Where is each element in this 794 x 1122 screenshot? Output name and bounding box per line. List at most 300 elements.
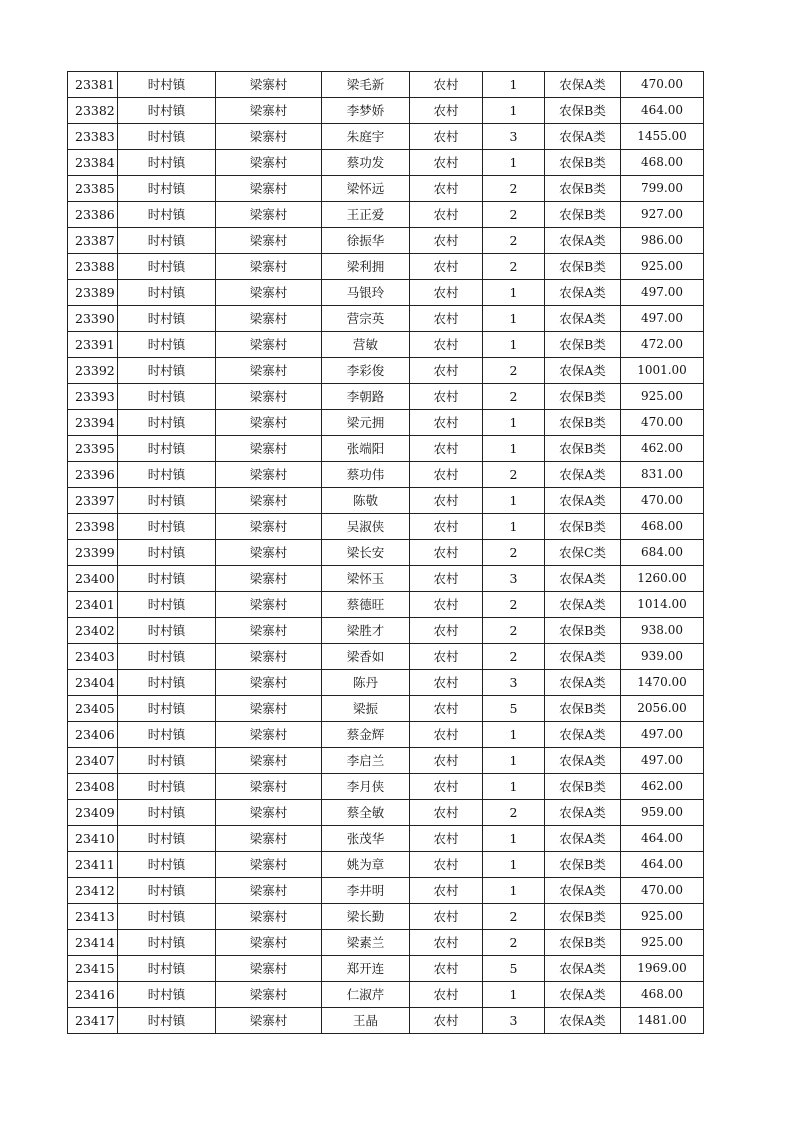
table-row xyxy=(68,904,704,930)
name-cell: 王正爱 xyxy=(322,202,410,228)
name-cell: 营敏 xyxy=(322,332,410,358)
insurance-category-cell: 农保B类 xyxy=(545,332,621,358)
household-size-cell: 1 xyxy=(483,748,545,774)
table-row xyxy=(68,566,704,592)
amount-cell: 925.00 xyxy=(621,904,704,930)
household-size-cell: 2 xyxy=(483,618,545,644)
record-id-cell: 23410 xyxy=(68,826,118,852)
amount-cell: 462.00 xyxy=(621,774,704,800)
insurance-category-cell: 农保A类 xyxy=(545,280,621,306)
insurance-category-cell: 农保B类 xyxy=(545,176,621,202)
town-cell: 时村镇 xyxy=(118,306,216,332)
record-id-cell: 23402 xyxy=(68,618,118,644)
insurance-category-cell: 农保B类 xyxy=(545,150,621,176)
record-id-cell: 23417 xyxy=(68,1008,118,1034)
household-size-cell: 1 xyxy=(483,332,545,358)
table-row xyxy=(68,748,704,774)
town-cell: 时村镇 xyxy=(118,358,216,384)
table-row xyxy=(68,696,704,722)
name-cell: 梁长勤 xyxy=(322,904,410,930)
town-cell: 时村镇 xyxy=(118,956,216,982)
table-row xyxy=(68,644,704,670)
household-size-cell: 1 xyxy=(483,150,545,176)
town-cell: 时村镇 xyxy=(118,566,216,592)
name-cell: 张端阳 xyxy=(322,436,410,462)
area-type-cell: 农村 xyxy=(410,462,483,488)
village-cell: 梁寨村 xyxy=(216,748,322,774)
name-cell: 李井明 xyxy=(322,878,410,904)
table-row xyxy=(68,176,704,202)
village-cell: 梁寨村 xyxy=(216,982,322,1008)
name-cell: 梁长安 xyxy=(322,540,410,566)
town-cell: 时村镇 xyxy=(118,332,216,358)
area-type-cell: 农村 xyxy=(410,904,483,930)
area-type-cell: 农村 xyxy=(410,124,483,150)
table-row xyxy=(68,670,704,696)
insurance-category-cell: 农保A类 xyxy=(545,670,621,696)
record-id-cell: 23393 xyxy=(68,384,118,410)
amount-cell: 925.00 xyxy=(621,254,704,280)
amount-cell: 1014.00 xyxy=(621,592,704,618)
insurance-category-cell: 农保B类 xyxy=(545,254,621,280)
table-row xyxy=(68,98,704,124)
village-cell: 梁寨村 xyxy=(216,566,322,592)
table-row xyxy=(68,280,704,306)
amount-cell: 470.00 xyxy=(621,488,704,514)
name-cell: 梁元拥 xyxy=(322,410,410,436)
table-row xyxy=(68,514,704,540)
village-cell: 梁寨村 xyxy=(216,488,322,514)
table-row xyxy=(68,124,704,150)
beneficiary-table xyxy=(67,71,704,1034)
record-id-cell: 23382 xyxy=(68,98,118,124)
record-id-cell: 23406 xyxy=(68,722,118,748)
insurance-category-cell: 农保B类 xyxy=(545,904,621,930)
table-row xyxy=(68,358,704,384)
village-cell: 梁寨村 xyxy=(216,202,322,228)
name-cell: 梁怀远 xyxy=(322,176,410,202)
record-id-cell: 23413 xyxy=(68,904,118,930)
insurance-category-cell: 农保A类 xyxy=(545,1008,621,1034)
table-row xyxy=(68,150,704,176)
table-row xyxy=(68,826,704,852)
amount-cell: 470.00 xyxy=(621,878,704,904)
village-cell: 梁寨村 xyxy=(216,878,322,904)
town-cell: 时村镇 xyxy=(118,1008,216,1034)
amount-cell: 497.00 xyxy=(621,280,704,306)
town-cell: 时村镇 xyxy=(118,176,216,202)
table-row xyxy=(68,540,704,566)
insurance-category-cell: 农保A类 xyxy=(545,228,621,254)
name-cell: 陈敬 xyxy=(322,488,410,514)
insurance-category-cell: 农保A类 xyxy=(545,358,621,384)
area-type-cell: 农村 xyxy=(410,1008,483,1034)
household-size-cell: 3 xyxy=(483,566,545,592)
record-id-cell: 23409 xyxy=(68,800,118,826)
name-cell: 姚为章 xyxy=(322,852,410,878)
area-type-cell: 农村 xyxy=(410,618,483,644)
amount-cell: 2056.00 xyxy=(621,696,704,722)
household-size-cell: 1 xyxy=(483,72,545,98)
amount-cell: 462.00 xyxy=(621,436,704,462)
insurance-category-cell: 农保A类 xyxy=(545,124,621,150)
area-type-cell: 农村 xyxy=(410,150,483,176)
area-type-cell: 农村 xyxy=(410,540,483,566)
record-id-cell: 23390 xyxy=(68,306,118,332)
household-size-cell: 1 xyxy=(483,306,545,332)
town-cell: 时村镇 xyxy=(118,150,216,176)
area-type-cell: 农村 xyxy=(410,514,483,540)
amount-cell: 468.00 xyxy=(621,150,704,176)
area-type-cell: 农村 xyxy=(410,280,483,306)
household-size-cell: 3 xyxy=(483,670,545,696)
name-cell: 蔡德旺 xyxy=(322,592,410,618)
village-cell: 梁寨村 xyxy=(216,384,322,410)
household-size-cell: 1 xyxy=(483,488,545,514)
amount-cell: 497.00 xyxy=(621,306,704,332)
record-id-cell: 23385 xyxy=(68,176,118,202)
household-size-cell: 2 xyxy=(483,930,545,956)
record-id-cell: 23391 xyxy=(68,332,118,358)
table-row xyxy=(68,462,704,488)
village-cell: 梁寨村 xyxy=(216,540,322,566)
amount-cell: 938.00 xyxy=(621,618,704,644)
name-cell: 郑开连 xyxy=(322,956,410,982)
table-row xyxy=(68,592,704,618)
table-row xyxy=(68,956,704,982)
name-cell: 蔡全敏 xyxy=(322,800,410,826)
name-cell: 蔡金辉 xyxy=(322,722,410,748)
village-cell: 梁寨村 xyxy=(216,72,322,98)
record-id-cell: 23398 xyxy=(68,514,118,540)
town-cell: 时村镇 xyxy=(118,384,216,410)
table-row xyxy=(68,384,704,410)
amount-cell: 464.00 xyxy=(621,852,704,878)
record-id-cell: 23401 xyxy=(68,592,118,618)
area-type-cell: 农村 xyxy=(410,254,483,280)
household-size-cell: 2 xyxy=(483,358,545,384)
name-cell: 梁振 xyxy=(322,696,410,722)
town-cell: 时村镇 xyxy=(118,618,216,644)
name-cell: 李月侠 xyxy=(322,774,410,800)
area-type-cell: 农村 xyxy=(410,982,483,1008)
area-type-cell: 农村 xyxy=(410,670,483,696)
area-type-cell: 农村 xyxy=(410,566,483,592)
amount-cell: 472.00 xyxy=(621,332,704,358)
table-row xyxy=(68,306,704,332)
amount-cell: 1969.00 xyxy=(621,956,704,982)
household-size-cell: 2 xyxy=(483,540,545,566)
table-row xyxy=(68,722,704,748)
town-cell: 时村镇 xyxy=(118,202,216,228)
record-id-cell: 23388 xyxy=(68,254,118,280)
village-cell: 梁寨村 xyxy=(216,332,322,358)
area-type-cell: 农村 xyxy=(410,878,483,904)
town-cell: 时村镇 xyxy=(118,670,216,696)
town-cell: 时村镇 xyxy=(118,644,216,670)
insurance-category-cell: 农保A类 xyxy=(545,566,621,592)
amount-cell: 1001.00 xyxy=(621,358,704,384)
town-cell: 时村镇 xyxy=(118,514,216,540)
name-cell: 蔡功发 xyxy=(322,150,410,176)
record-id-cell: 23412 xyxy=(68,878,118,904)
area-type-cell: 农村 xyxy=(410,384,483,410)
household-size-cell: 1 xyxy=(483,774,545,800)
amount-cell: 497.00 xyxy=(621,722,704,748)
household-size-cell: 2 xyxy=(483,202,545,228)
table-row xyxy=(68,800,704,826)
town-cell: 时村镇 xyxy=(118,826,216,852)
insurance-category-cell: 农保B类 xyxy=(545,514,621,540)
record-id-cell: 23381 xyxy=(68,72,118,98)
name-cell: 梁素兰 xyxy=(322,930,410,956)
area-type-cell: 农村 xyxy=(410,98,483,124)
name-cell: 张茂华 xyxy=(322,826,410,852)
amount-cell: 831.00 xyxy=(621,462,704,488)
area-type-cell: 农村 xyxy=(410,202,483,228)
area-type-cell: 农村 xyxy=(410,826,483,852)
village-cell: 梁寨村 xyxy=(216,124,322,150)
town-cell: 时村镇 xyxy=(118,72,216,98)
record-id-cell: 23403 xyxy=(68,644,118,670)
table-row xyxy=(68,202,704,228)
record-id-cell: 23399 xyxy=(68,540,118,566)
town-cell: 时村镇 xyxy=(118,462,216,488)
table-row xyxy=(68,436,704,462)
town-cell: 时村镇 xyxy=(118,800,216,826)
household-size-cell: 1 xyxy=(483,722,545,748)
village-cell: 梁寨村 xyxy=(216,98,322,124)
insurance-category-cell: 农保A类 xyxy=(545,462,621,488)
household-size-cell: 2 xyxy=(483,592,545,618)
area-type-cell: 农村 xyxy=(410,332,483,358)
household-size-cell: 2 xyxy=(483,254,545,280)
household-size-cell: 1 xyxy=(483,878,545,904)
insurance-category-cell: 农保B类 xyxy=(545,852,621,878)
name-cell: 徐振华 xyxy=(322,228,410,254)
table-row xyxy=(68,228,704,254)
area-type-cell: 农村 xyxy=(410,852,483,878)
area-type-cell: 农村 xyxy=(410,644,483,670)
name-cell: 梁毛新 xyxy=(322,72,410,98)
town-cell: 时村镇 xyxy=(118,852,216,878)
name-cell: 李朝路 xyxy=(322,384,410,410)
table-row xyxy=(68,254,704,280)
town-cell: 时村镇 xyxy=(118,410,216,436)
amount-cell: 1455.00 xyxy=(621,124,704,150)
area-type-cell: 农村 xyxy=(410,722,483,748)
village-cell: 梁寨村 xyxy=(216,228,322,254)
household-size-cell: 5 xyxy=(483,696,545,722)
town-cell: 时村镇 xyxy=(118,436,216,462)
town-cell: 时村镇 xyxy=(118,98,216,124)
amount-cell: 925.00 xyxy=(621,930,704,956)
record-id-cell: 23387 xyxy=(68,228,118,254)
household-size-cell: 2 xyxy=(483,384,545,410)
amount-cell: 939.00 xyxy=(621,644,704,670)
town-cell: 时村镇 xyxy=(118,124,216,150)
village-cell: 梁寨村 xyxy=(216,254,322,280)
table-row xyxy=(68,930,704,956)
insurance-category-cell: 农保B类 xyxy=(545,436,621,462)
insurance-category-cell: 农保A类 xyxy=(545,982,621,1008)
town-cell: 时村镇 xyxy=(118,774,216,800)
village-cell: 梁寨村 xyxy=(216,410,322,436)
name-cell: 陈丹 xyxy=(322,670,410,696)
village-cell: 梁寨村 xyxy=(216,696,322,722)
town-cell: 时村镇 xyxy=(118,540,216,566)
household-size-cell: 1 xyxy=(483,410,545,436)
table-row xyxy=(68,774,704,800)
amount-cell: 464.00 xyxy=(621,826,704,852)
record-id-cell: 23414 xyxy=(68,930,118,956)
insurance-category-cell: 农保A类 xyxy=(545,644,621,670)
name-cell: 蔡功伟 xyxy=(322,462,410,488)
household-size-cell: 1 xyxy=(483,436,545,462)
insurance-category-cell: 农保A类 xyxy=(545,748,621,774)
village-cell: 梁寨村 xyxy=(216,618,322,644)
village-cell: 梁寨村 xyxy=(216,644,322,670)
amount-cell: 1470.00 xyxy=(621,670,704,696)
amount-cell: 470.00 xyxy=(621,72,704,98)
town-cell: 时村镇 xyxy=(118,904,216,930)
area-type-cell: 农村 xyxy=(410,358,483,384)
area-type-cell: 农村 xyxy=(410,436,483,462)
table-row xyxy=(68,982,704,1008)
amount-cell: 470.00 xyxy=(621,410,704,436)
amount-cell: 925.00 xyxy=(621,384,704,410)
table-row xyxy=(68,332,704,358)
record-id-cell: 23411 xyxy=(68,852,118,878)
name-cell: 朱庭宇 xyxy=(322,124,410,150)
town-cell: 时村镇 xyxy=(118,696,216,722)
household-size-cell: 2 xyxy=(483,462,545,488)
name-cell: 梁怀玉 xyxy=(322,566,410,592)
town-cell: 时村镇 xyxy=(118,254,216,280)
town-cell: 时村镇 xyxy=(118,930,216,956)
insurance-category-cell: 农保B类 xyxy=(545,696,621,722)
household-size-cell: 3 xyxy=(483,1008,545,1034)
record-id-cell: 23415 xyxy=(68,956,118,982)
amount-cell: 468.00 xyxy=(621,514,704,540)
record-id-cell: 23395 xyxy=(68,436,118,462)
amount-cell: 1260.00 xyxy=(621,566,704,592)
village-cell: 梁寨村 xyxy=(216,176,322,202)
amount-cell: 1481.00 xyxy=(621,1008,704,1034)
village-cell: 梁寨村 xyxy=(216,852,322,878)
name-cell: 马银玲 xyxy=(322,280,410,306)
household-size-cell: 2 xyxy=(483,644,545,670)
area-type-cell: 农村 xyxy=(410,774,483,800)
record-id-cell: 23386 xyxy=(68,202,118,228)
record-id-cell: 23404 xyxy=(68,670,118,696)
village-cell: 梁寨村 xyxy=(216,514,322,540)
town-cell: 时村镇 xyxy=(118,982,216,1008)
village-cell: 梁寨村 xyxy=(216,826,322,852)
name-cell: 李启兰 xyxy=(322,748,410,774)
village-cell: 梁寨村 xyxy=(216,462,322,488)
area-type-cell: 农村 xyxy=(410,228,483,254)
table-body xyxy=(68,72,704,1034)
amount-cell: 497.00 xyxy=(621,748,704,774)
record-id-cell: 23383 xyxy=(68,124,118,150)
record-id-cell: 23394 xyxy=(68,410,118,436)
name-cell: 王晶 xyxy=(322,1008,410,1034)
town-cell: 时村镇 xyxy=(118,878,216,904)
area-type-cell: 农村 xyxy=(410,800,483,826)
name-cell: 李梦娇 xyxy=(322,98,410,124)
household-size-cell: 1 xyxy=(483,982,545,1008)
town-cell: 时村镇 xyxy=(118,280,216,306)
insurance-category-cell: 农保A类 xyxy=(545,72,621,98)
amount-cell: 684.00 xyxy=(621,540,704,566)
household-size-cell: 1 xyxy=(483,280,545,306)
village-cell: 梁寨村 xyxy=(216,358,322,384)
insurance-category-cell: 农保A类 xyxy=(545,800,621,826)
area-type-cell: 农村 xyxy=(410,748,483,774)
record-id-cell: 23397 xyxy=(68,488,118,514)
area-type-cell: 农村 xyxy=(410,410,483,436)
household-size-cell: 2 xyxy=(483,904,545,930)
insurance-category-cell: 农保B类 xyxy=(545,774,621,800)
table-row xyxy=(68,488,704,514)
household-size-cell: 2 xyxy=(483,176,545,202)
village-cell: 梁寨村 xyxy=(216,800,322,826)
table-row xyxy=(68,410,704,436)
table-row xyxy=(68,852,704,878)
name-cell: 李彩俊 xyxy=(322,358,410,384)
household-size-cell: 1 xyxy=(483,826,545,852)
household-size-cell: 1 xyxy=(483,514,545,540)
village-cell: 梁寨村 xyxy=(216,436,322,462)
amount-cell: 468.00 xyxy=(621,982,704,1008)
insurance-category-cell: 农保B类 xyxy=(545,98,621,124)
area-type-cell: 农村 xyxy=(410,930,483,956)
town-cell: 时村镇 xyxy=(118,228,216,254)
insurance-category-cell: 农保C类 xyxy=(545,540,621,566)
amount-cell: 959.00 xyxy=(621,800,704,826)
village-cell: 梁寨村 xyxy=(216,774,322,800)
amount-cell: 986.00 xyxy=(621,228,704,254)
record-id-cell: 23384 xyxy=(68,150,118,176)
record-id-cell: 23400 xyxy=(68,566,118,592)
insurance-category-cell: 农保A类 xyxy=(545,592,621,618)
insurance-category-cell: 农保A类 xyxy=(545,956,621,982)
area-type-cell: 农村 xyxy=(410,956,483,982)
insurance-category-cell: 农保A类 xyxy=(545,826,621,852)
insurance-category-cell: 农保B类 xyxy=(545,410,621,436)
insurance-category-cell: 农保B类 xyxy=(545,618,621,644)
household-size-cell: 1 xyxy=(483,98,545,124)
area-type-cell: 农村 xyxy=(410,696,483,722)
household-size-cell: 2 xyxy=(483,800,545,826)
area-type-cell: 农村 xyxy=(410,488,483,514)
town-cell: 时村镇 xyxy=(118,488,216,514)
name-cell: 梁胜才 xyxy=(322,618,410,644)
insurance-category-cell: 农保B类 xyxy=(545,384,621,410)
town-cell: 时村镇 xyxy=(118,748,216,774)
insurance-category-cell: 农保A类 xyxy=(545,878,621,904)
table-row xyxy=(68,1008,704,1034)
name-cell: 梁利拥 xyxy=(322,254,410,280)
village-cell: 梁寨村 xyxy=(216,722,322,748)
village-cell: 梁寨村 xyxy=(216,956,322,982)
record-id-cell: 23416 xyxy=(68,982,118,1008)
town-cell: 时村镇 xyxy=(118,592,216,618)
village-cell: 梁寨村 xyxy=(216,150,322,176)
record-id-cell: 23396 xyxy=(68,462,118,488)
household-size-cell: 2 xyxy=(483,228,545,254)
